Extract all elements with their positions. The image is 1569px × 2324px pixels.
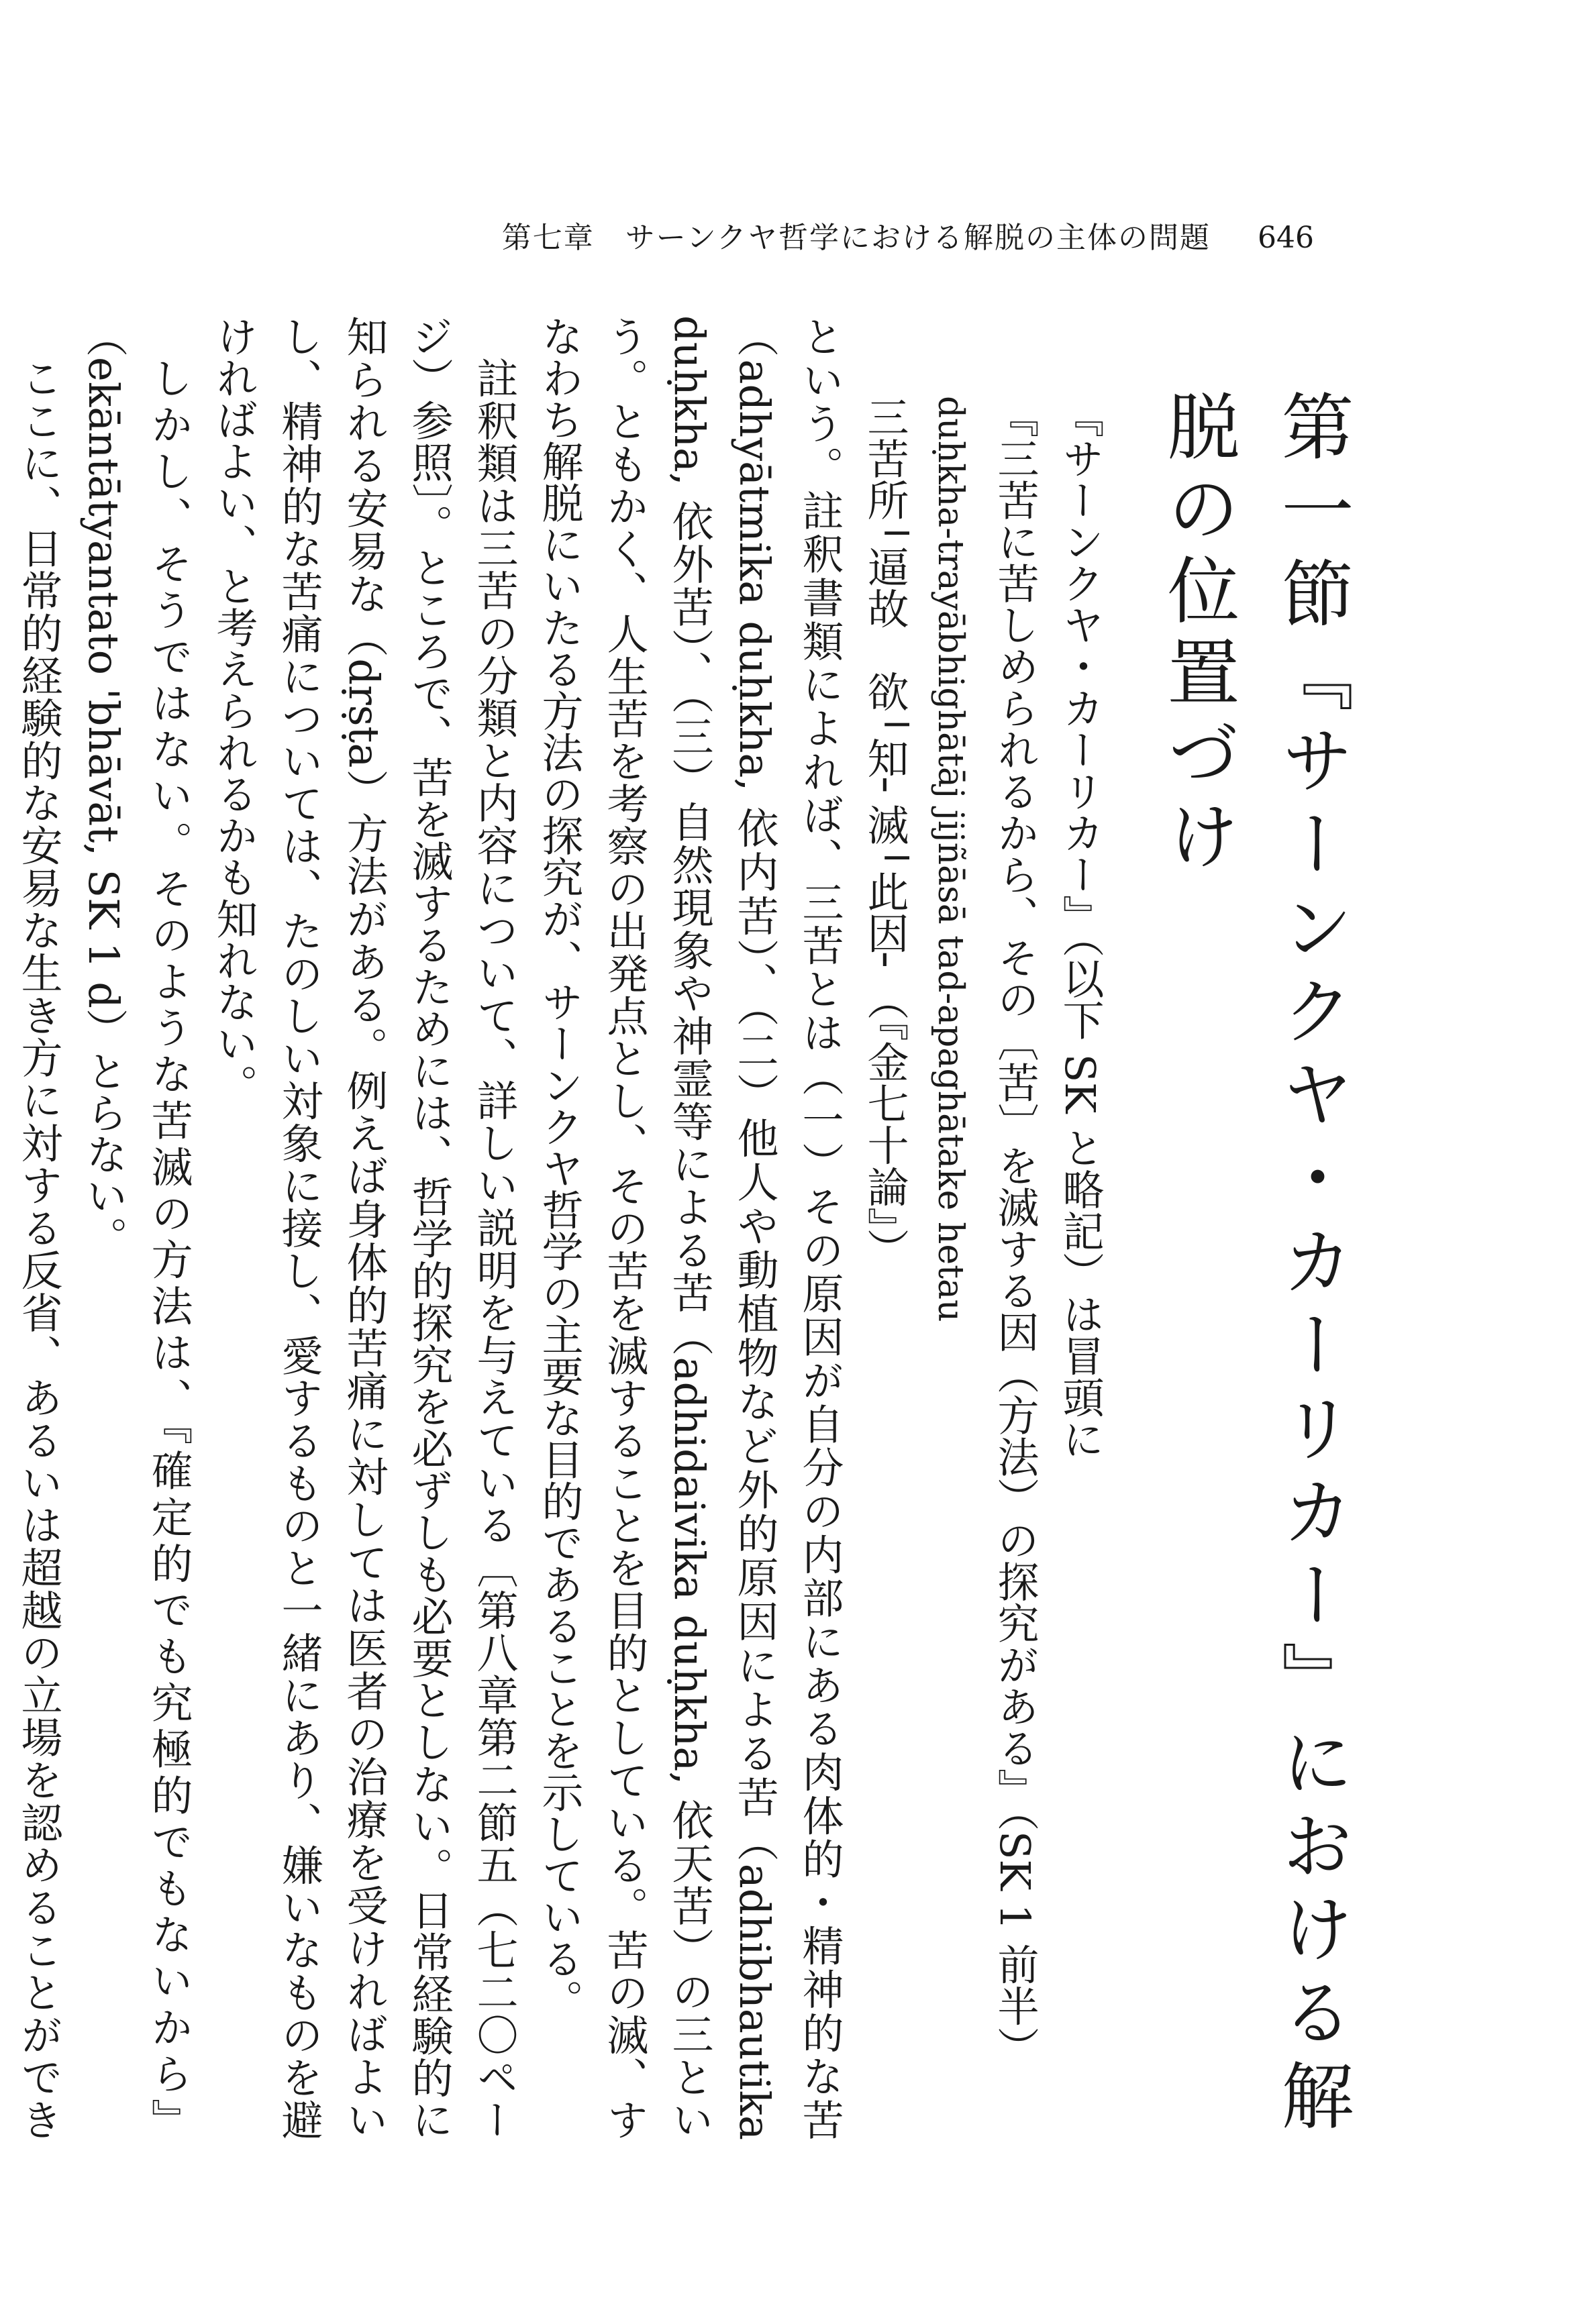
paragraph: 註釈類は三苦の分類と内容について、詳しい説明を与えている〔第八章第二節五（七二〇ページ）参照〕。ところで、苦を滅するためには、哲学的探究を必ずしも必要としない。日常経験的に知られる安易な（dṛṣṭa）方法がある。例えば身体的苦痛に対しては医者の治療を受ければよいし、精神的な苦痛については、たのしい対象に接し、愛するものと一緒にあり、嫌いなものを避ければよい、と考えられるかも知れない。 bbox=[209, 315, 519, 2140]
chinese-verse: 三苦所╵逼故 欲╵知╴滅╵此因╴（『金七十論』） bbox=[860, 396, 909, 1270]
sanskrit-verse: duḥkha-trayābhighātāj jijñāsā tad-apaghātake hetau bbox=[930, 396, 970, 1322]
page-number: 646 bbox=[1258, 221, 1314, 255]
section-heading: 第一節『サーンクヤ・カーリカー』における解脱の位置づけ bbox=[1155, 389, 1353, 2140]
body-text bbox=[14, 315, 1368, 2141]
sk-quote: 『三苦に苦しめられるから、その〔苦〕を滅する因（方法）の探究がある』（SK 1 前半） bbox=[991, 396, 1040, 2068]
paragraph: しかし、そうではない。そのような苦滅の方法は、『確定的でも究極的でもないから』（ekāntātyantato 'bhāvāt, SK 1 d）とらない。 bbox=[79, 315, 193, 2141]
paragraph: という。註釈書類によれば、三苦とは（一）その原因が自分の内部にある肉体的・精神的な苦（adhyātmika duḥkha, 依内苦）、（二）他人や動植物など外的原因による苦（adhibhautika duḥkha, 依外苦）、（三）自然現象や神霊等による苦（adhidaivika duḥkha, 依天苦）の三という。ともかく、人生苦を考察の出発点とし、その苦を滅することを目的としている。苦の滅、すなわち解脱にいたる方法の探究が、サーンクヤ哲学の主要な目的であることを示している。 bbox=[535, 315, 844, 2140]
chapter-title: 第七章 サーンクヤ哲学における解脱の主体の問題 bbox=[501, 221, 1211, 255]
intro-line: 『サーンクヤ・カーリカー』（以下 SK と略記）は冒頭に bbox=[1056, 396, 1105, 1460]
running-head bbox=[502, 213, 1314, 256]
paragraph: ここに、日常的経験的な安易な生き方に対する反省、あるいは超越の立場を認めることができ bbox=[14, 357, 63, 2140]
